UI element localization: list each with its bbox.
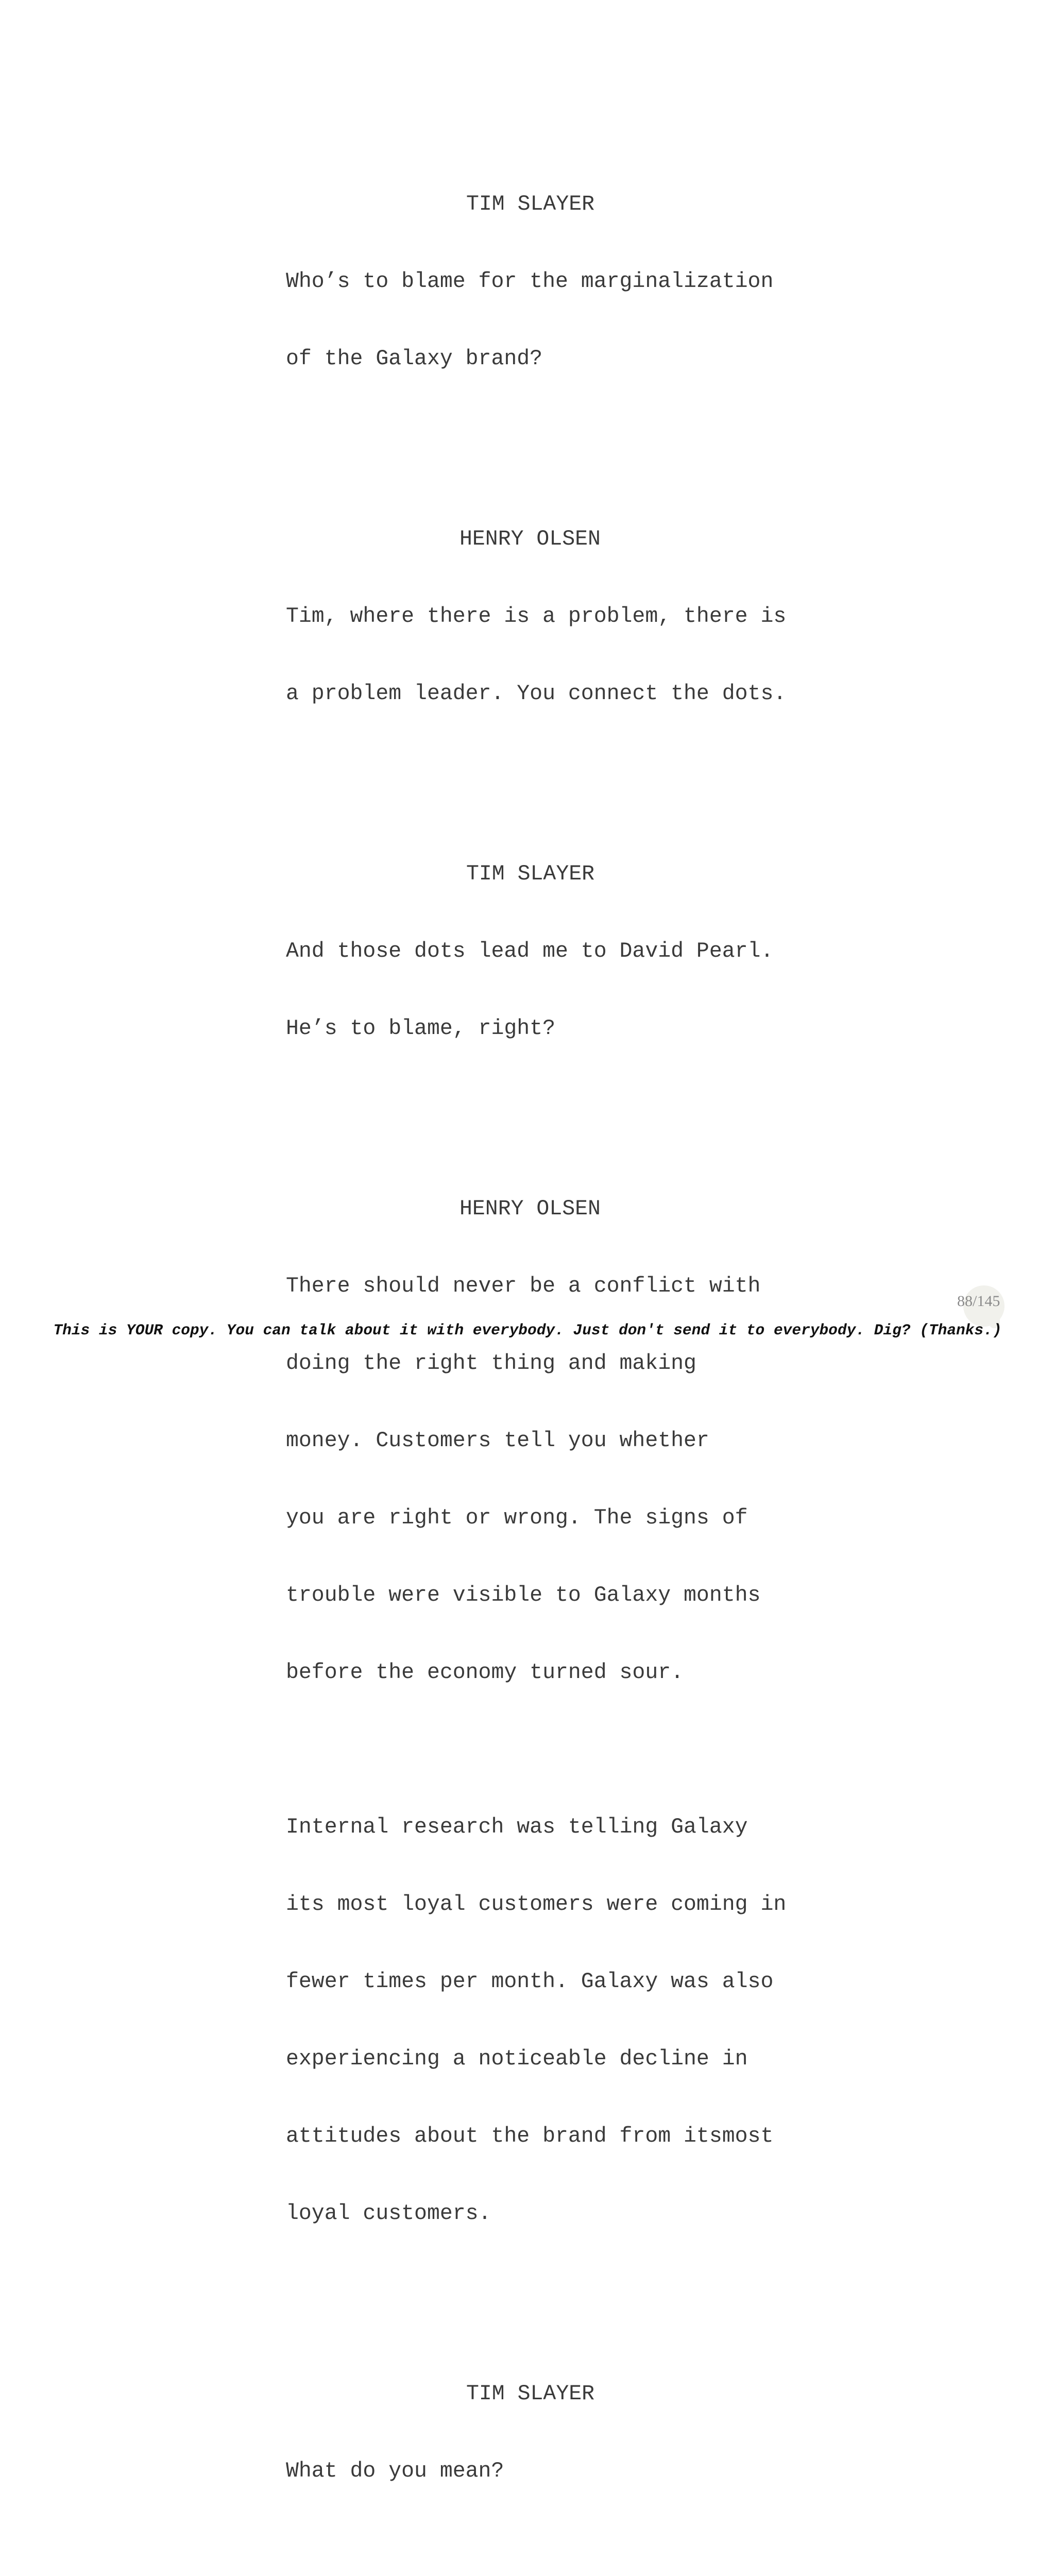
dialogue-line: Internal research was telling Galaxy [286, 1815, 748, 1839]
copyright-notice: This is YOUR copy. You can talk about it with everybody. Just don't send it to everybody. Dig? (Thanks.) [53, 1321, 1002, 1339]
dialogue-line: loyal customers. [286, 2201, 491, 2226]
page-number: 88/145 [957, 1293, 1000, 1310]
character-cue: TIM SLAYER [466, 862, 595, 886]
dialogue-line: There should never be a conflict with [286, 1274, 761, 1298]
dialogue-line: trouble were visible to Galaxy months [286, 1583, 761, 1607]
dialogue-line: What do you mean? [286, 2459, 504, 2483]
dialogue-line: He’s to blame, right? [286, 1016, 555, 1041]
dialogue-line: a problem leader. You connect the dots. [286, 682, 787, 706]
dialogue-line: its most loyal customers were coming in [286, 1892, 787, 1917]
dialogue-line: experiencing a noticeable decline in [286, 2047, 748, 2071]
character-cue: TIM SLAYER [466, 192, 595, 216]
dialogue-line: before the economy turned sour. [286, 1660, 684, 1685]
screenplay-body [286, 114, 801, 2576]
dialogue-line: attitudes about the brand from itsmost [286, 2124, 774, 2148]
dialogue-line: you are right or wrong. The signs of [286, 1506, 748, 1530]
dialogue-line: Tim, where there is a problem, there is [286, 604, 787, 629]
dialogue-line: money. Customers tell you whether [286, 1429, 709, 1453]
character-cue: HENRY OLSEN [460, 527, 601, 551]
dialogue-line: Who’s to blame for the marginalization [286, 269, 774, 294]
dialogue-line: fewer times per month. Galaxy was also [286, 1970, 774, 1994]
dialogue-line: And those dots lead me to David Pearl. [286, 939, 774, 963]
character-cue: TIM SLAYER [466, 2382, 595, 2406]
character-cue: HENRY OLSEN [460, 1197, 601, 1221]
dialogue-line: of the Galaxy brand? [286, 347, 543, 371]
dialogue-line: doing the right thing and making [286, 1351, 696, 1376]
